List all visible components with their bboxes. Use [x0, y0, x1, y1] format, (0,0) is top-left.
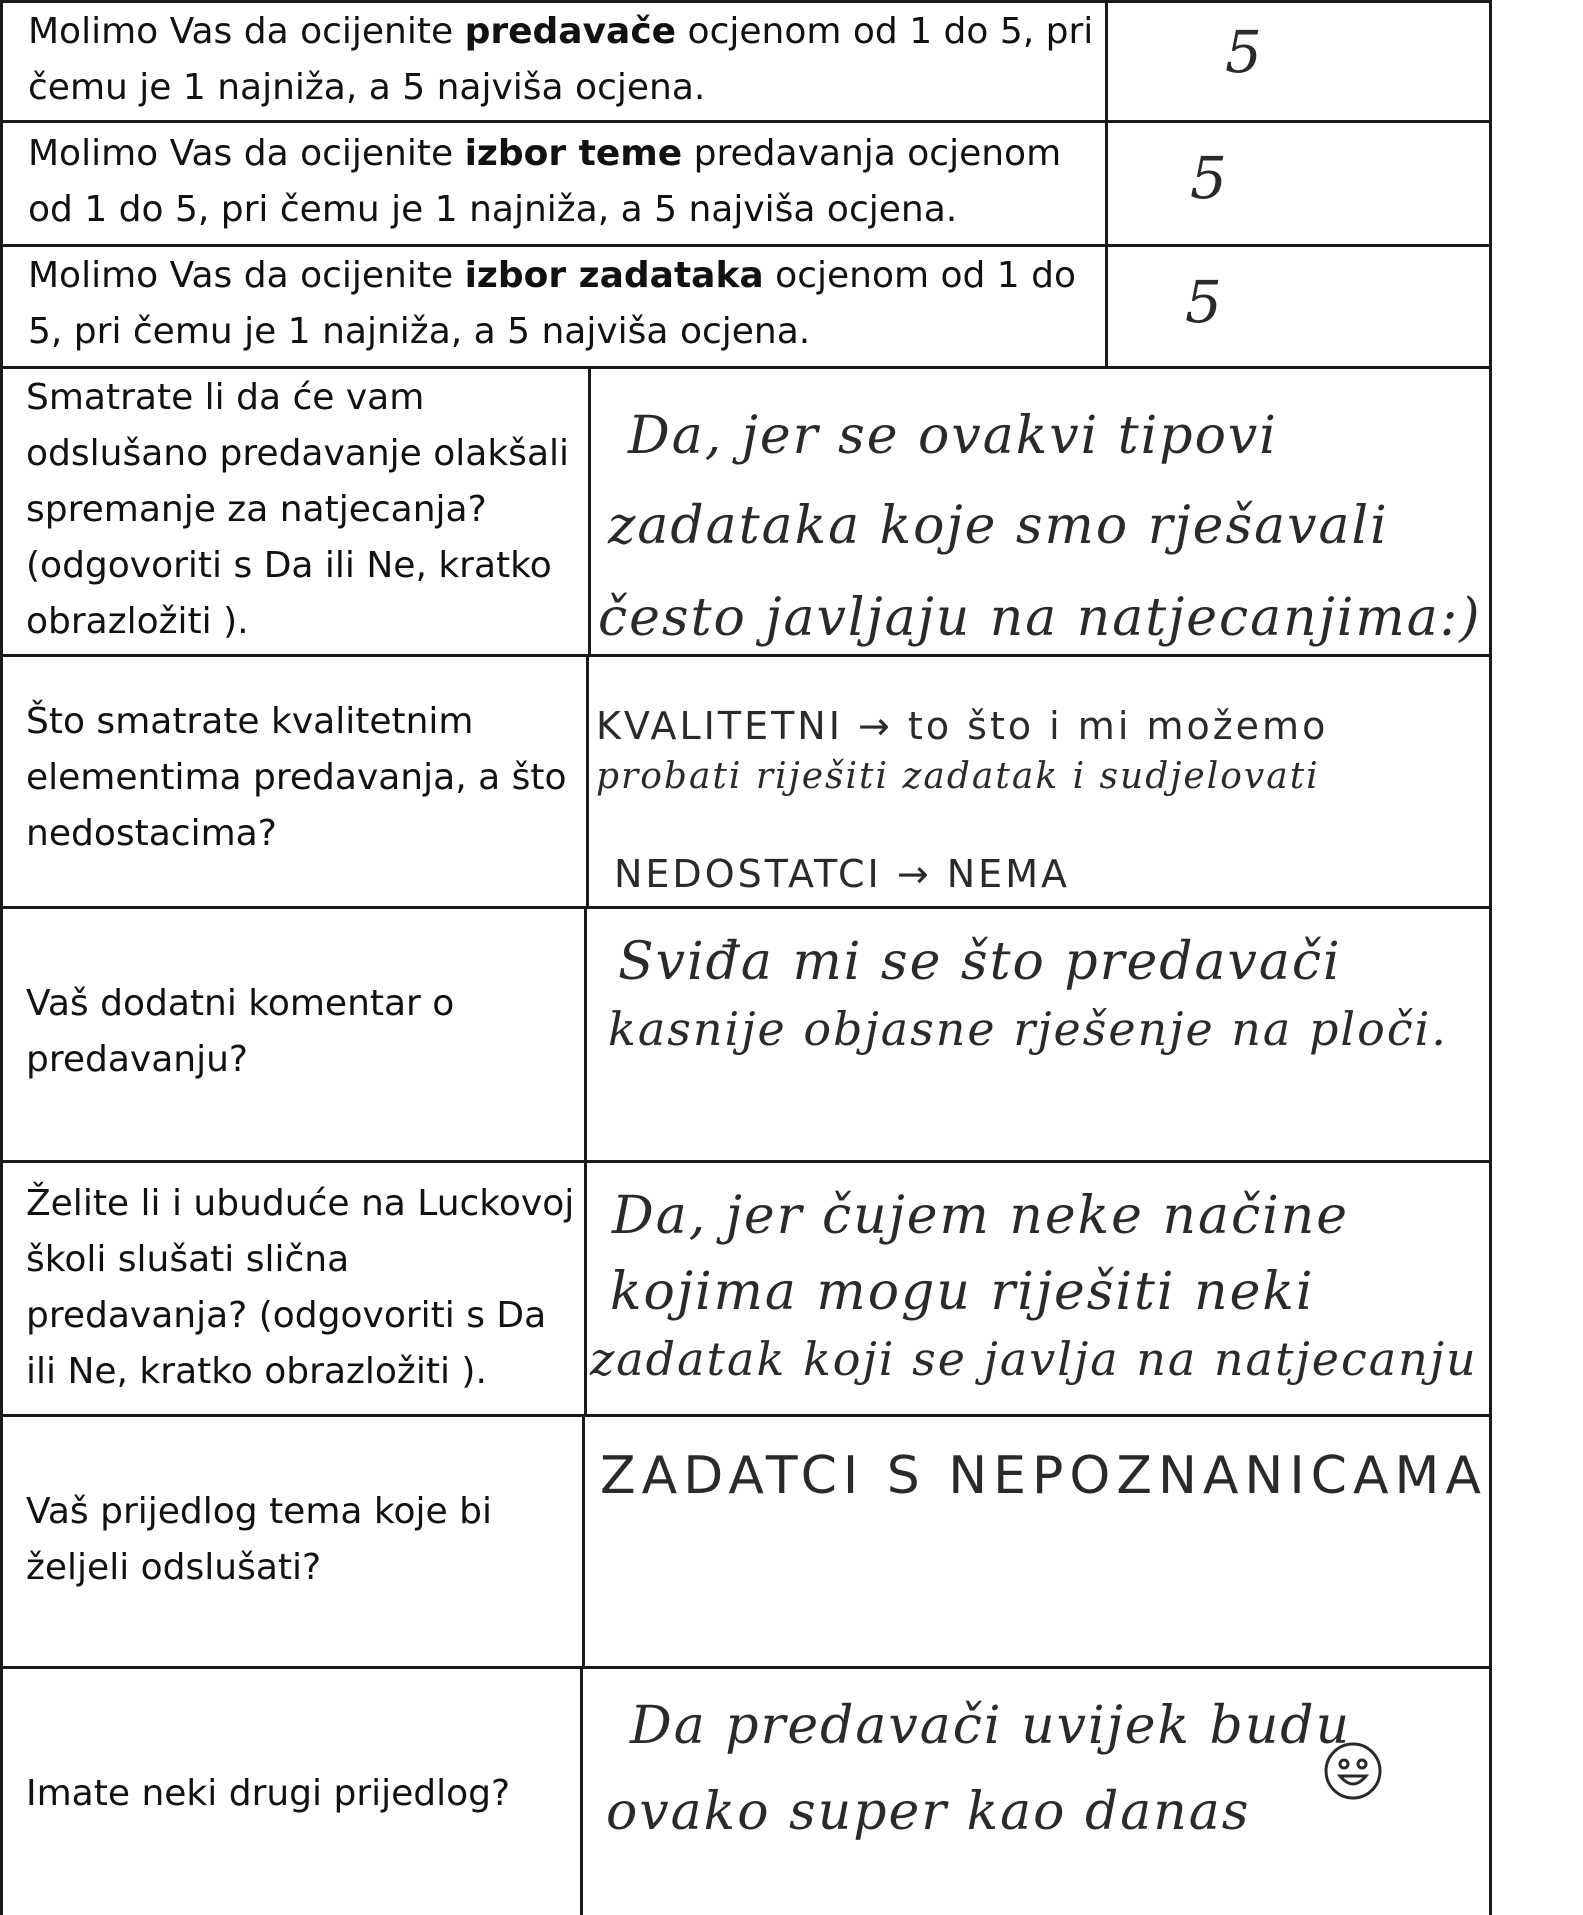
open-question-future-lectures: Želite li i ubuduće na Luckovoj školi slušati slična predavanja? (odgovoriti s Da ili Ne, kratko obrazložiti ).: [26, 1183, 575, 1392]
rating-question-lecturers: [6, 4, 1102, 116]
answer-line: kojima mogu riješiti neki: [610, 1262, 1315, 1322]
question-emphasis: izbor zadataka: [464, 255, 764, 296]
answer-line: Da predavači uvijek budu: [630, 1696, 1352, 1756]
open-question-topic-suggestion: Vaš prijedlog tema koje bi željeli odslušati?: [26, 1491, 492, 1588]
open-question-additional-comment: Vaš dodatni komentar o predavanju?: [26, 983, 455, 1080]
rating-answer-topic: 5: [1190, 144, 1227, 212]
answer-line: probati riješiti zadatak i sudjelovati: [596, 756, 1320, 797]
question-emphasis: predavače: [464, 11, 677, 52]
answer-line: zadatak koji se javlja na natjecanju: [590, 1332, 1478, 1386]
answer-line: NEDOSTATCI → NEMA: [614, 852, 1070, 896]
question-text: ocjenom od 1 do 5, pri čemu je 1 najniža, a 5 najviša ocjena.: [28, 255, 1077, 352]
smiley-icon: [1322, 1740, 1384, 1802]
rating-answer-tasks: 5: [1185, 268, 1222, 336]
answer-line: kasnije objasne rješenje na ploči.: [608, 1002, 1448, 1056]
open-question-strengths-weaknesses: Što smatrate kvalitetnim elementima predavanja, a što nedostacima?: [26, 701, 567, 854]
answer-line: Da, jer se ovakvi tipovi: [628, 406, 1278, 466]
answer-line: Da, jer čujem neke načine: [612, 1186, 1349, 1246]
open-question-competition-prep: Smatrate li da će vam odslušano predavanje olakšali spremanje za natjecanja? (odgovoriti s Da ili Ne, kratko obrazložiti ).: [26, 377, 570, 642]
rating-question-tasks: [6, 248, 1102, 360]
answer-line: ZADATCI S NEPOZNANICAMA: [600, 1446, 1487, 1506]
question-text: Molimo Vas da ocijenite: [28, 133, 465, 174]
answer-line: ovako super kao danas: [606, 1782, 1251, 1842]
answer-line: često javljaju na natjecanjima:): [598, 588, 1482, 648]
question-emphasis: izbor teme: [464, 133, 683, 174]
question-text: Molimo Vas da ocijenite: [28, 11, 465, 52]
answer-line: zadataka koje smo rješavali: [608, 496, 1389, 556]
answer-line: KVALITETNI → to što i mi možemo: [596, 704, 1329, 748]
open-question-other-suggestion: Imate neki drugi prijedlog?: [26, 1773, 511, 1814]
question-text: ocjenom od 1 do 5, pri čemu je 1 najniža, a 5 najviša ocjena.: [28, 11, 1094, 108]
question-text: Molimo Vas da ocijenite: [28, 255, 465, 296]
rating-answer-lecturers: 5: [1225, 18, 1262, 86]
answer-line: Sviđa mi se što predavači: [618, 932, 1342, 992]
rating-question-topic: [6, 126, 1102, 238]
question-text: predavanja ocjenom od 1 do 5, pri čemu je 1 najniža, a 5 najviša ocjena.: [28, 133, 1062, 230]
